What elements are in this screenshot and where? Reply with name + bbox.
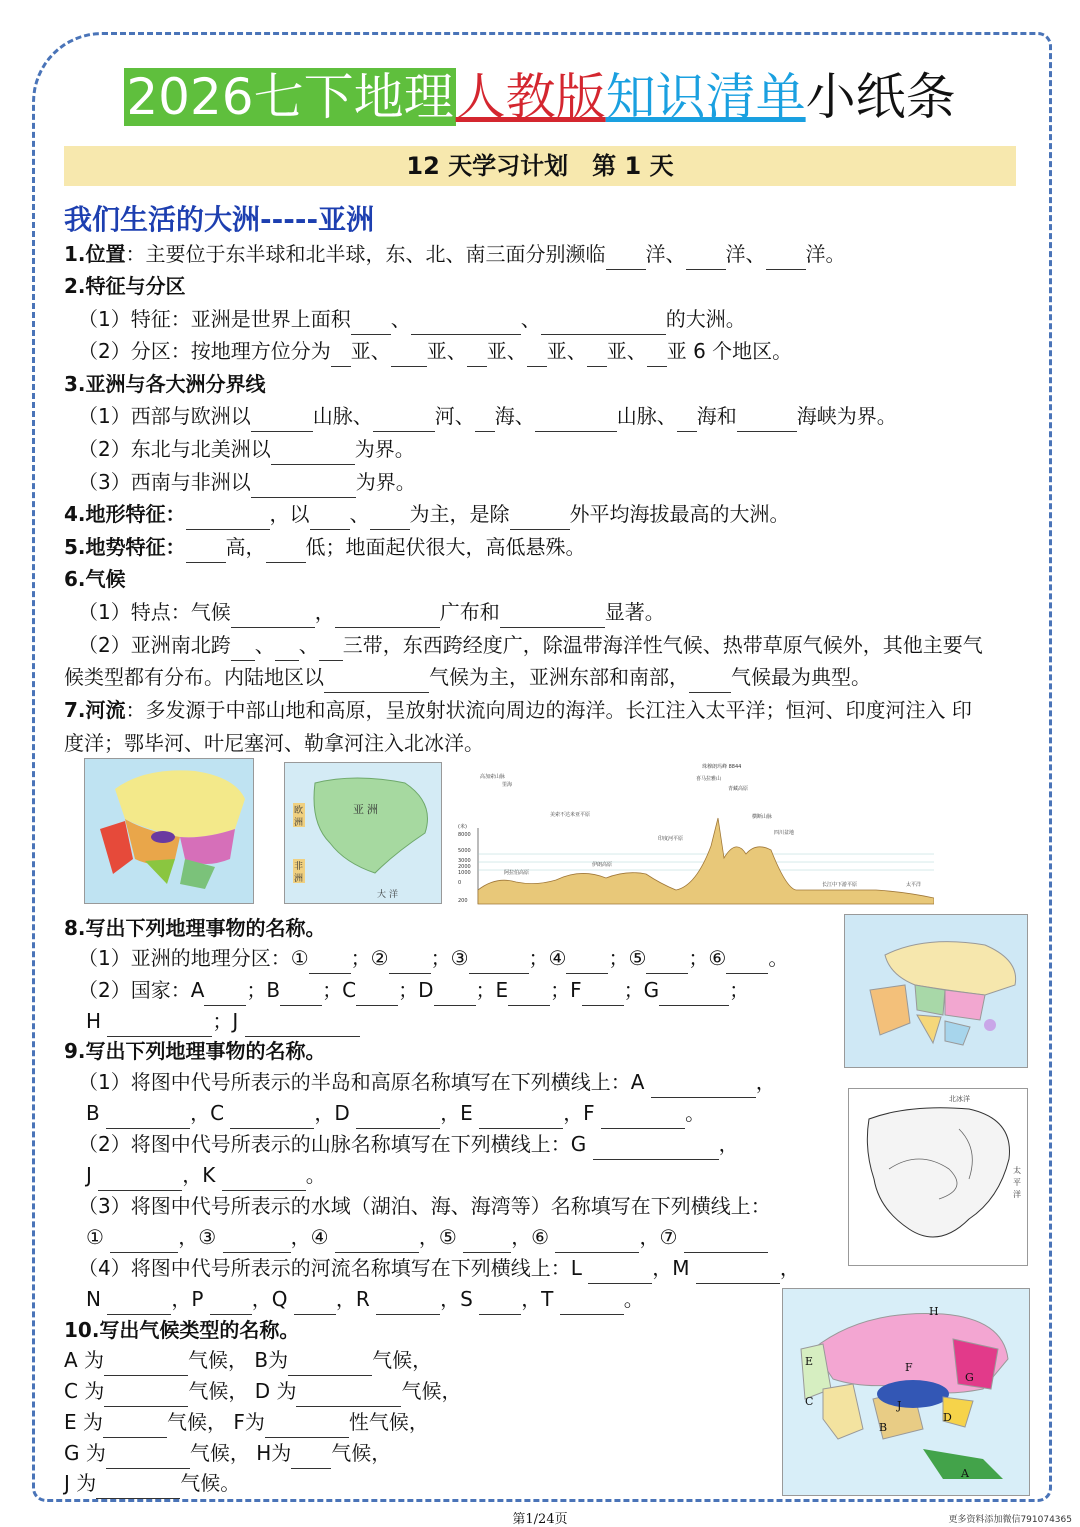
profile-ytick: 0	[458, 880, 462, 886]
blank[interactable]	[737, 409, 797, 432]
blank[interactable]	[296, 1384, 401, 1407]
q10-text: D 为	[254, 1379, 297, 1403]
title-part-3: 知识清单	[605, 68, 806, 126]
blank[interactable]	[204, 983, 246, 1006]
q8-text: H	[86, 1009, 102, 1033]
q4-label: 4.地形特征：	[64, 502, 186, 526]
q6-text: 气候最为典型。	[731, 665, 871, 689]
footer-note: 更多资料添加微信791074365	[948, 1515, 1072, 1525]
blank[interactable]	[479, 1106, 563, 1129]
blank[interactable]	[647, 344, 667, 367]
q8-line3	[86, 1005, 360, 1037]
blank[interactable]	[107, 1292, 171, 1315]
q4-text: 、	[349, 502, 370, 526]
map4-letter: H	[929, 1305, 939, 1318]
blank[interactable]	[370, 507, 410, 530]
q3-text: （1）西部与欧洲以	[78, 404, 251, 428]
page-number: 第1/24页	[512, 1512, 568, 1527]
asia-climate-map-graphic	[783, 1289, 1030, 1496]
q8-line2	[78, 974, 749, 1006]
q9-text: 。	[685, 1101, 706, 1125]
q1-label: 1.位置	[64, 242, 126, 266]
q6-line1	[78, 596, 665, 628]
q2-text: 亚 6 个地区。	[666, 339, 793, 363]
q8-text: （2）国家：A	[78, 978, 205, 1002]
blank[interactable]	[356, 1106, 440, 1129]
blank[interactable]	[251, 409, 313, 432]
title-part-4: 小纸条	[805, 68, 956, 126]
q10-text: E 为	[64, 1410, 103, 1434]
q1-text-b: 洋、	[725, 242, 766, 266]
blank[interactable]	[555, 1230, 639, 1253]
q3-text: （2）东北与北美洲以	[78, 437, 271, 461]
q10-text: J 为	[64, 1471, 97, 1495]
blank[interactable]	[245, 1014, 360, 1037]
q9-line7	[78, 1252, 800, 1284]
blank[interactable]	[689, 670, 731, 693]
q8-text: ；③	[430, 946, 469, 970]
blank[interactable]	[434, 983, 476, 1006]
profile-label: 喜马拉雅山	[696, 776, 722, 782]
asia-blank-map-graphic	[849, 1089, 1028, 1266]
profile-label: 太平洋	[906, 882, 922, 888]
map2-label: 洲	[294, 874, 304, 884]
q7-label: 7.河流	[64, 698, 126, 722]
q8-text: ；J	[212, 1009, 239, 1033]
blank[interactable]	[566, 951, 608, 974]
q8-text: ；F	[550, 978, 582, 1002]
q9-label: 9.写出下列地理事物的名称。	[64, 1039, 326, 1063]
q10-text: 气候。	[180, 1471, 241, 1495]
q10-text: 气候，	[401, 1379, 462, 1403]
blank[interactable]	[391, 344, 427, 367]
map4-letter: E	[805, 1355, 814, 1368]
q1-text: ：主要位于东半球和北半球，东、北、南三面分别濒临	[125, 242, 606, 266]
blank[interactable]	[469, 951, 529, 974]
q5-line	[64, 531, 586, 563]
title-part-2: 人教版	[455, 68, 606, 126]
q9-text: ，F	[563, 1101, 595, 1125]
blank[interactable]	[319, 638, 343, 661]
section-heading: 我们生活的大洲-----亚洲	[64, 203, 375, 236]
asia-terrain-profile	[456, 758, 934, 906]
q3-text: 为界。	[355, 470, 416, 494]
asia-blank-map	[848, 1088, 1028, 1266]
blank[interactable]	[288, 1353, 372, 1376]
q9-text: （1）将图中代号所表示的半岛和高原名称填写在下列横线上：A	[78, 1070, 645, 1094]
profile-label: 美索不达米亚平原	[550, 812, 591, 818]
blank[interactable]	[527, 344, 547, 367]
q9-text: （2）将图中代号所表示的山脉名称填写在下列横线上：G	[78, 1132, 587, 1156]
q3-text: 为界。	[354, 437, 415, 461]
profile-label: 四川盆地	[774, 830, 795, 836]
q9-text: ，D	[314, 1101, 350, 1125]
blank[interactable]	[510, 507, 570, 530]
blank[interactable]	[606, 247, 646, 270]
blank[interactable]	[251, 475, 356, 498]
q9-line4	[86, 1159, 326, 1191]
blank[interactable]	[500, 605, 605, 628]
map4-letter: G	[965, 1371, 974, 1384]
q8-text: ；E	[475, 978, 509, 1002]
profile-label: 横断山脉	[752, 814, 773, 820]
q10-text: A 为	[64, 1348, 105, 1372]
q10-text: G 为	[64, 1441, 106, 1465]
blank[interactable]	[335, 1230, 419, 1253]
profile-label: 长江中下游平原	[822, 882, 858, 888]
blank[interactable]	[508, 983, 550, 1006]
q8-text: ；D	[398, 978, 434, 1002]
q9-text: ①	[86, 1225, 104, 1249]
q3-line1	[78, 400, 897, 432]
q1-text-c: 洋。	[805, 242, 846, 266]
blank[interactable]	[106, 1446, 190, 1469]
blank[interactable]	[684, 1230, 768, 1253]
q10-text: 气候，	[188, 1348, 249, 1372]
blank[interactable]	[265, 1415, 349, 1438]
blank[interactable]	[186, 540, 226, 563]
q6-label: 6.气候	[64, 567, 126, 591]
blank[interactable]	[560, 1292, 624, 1315]
q10-text: F为	[233, 1410, 265, 1434]
blank[interactable]	[271, 442, 355, 465]
blank[interactable]	[659, 983, 729, 1006]
q6-text: 、	[254, 633, 275, 657]
profile-label: 珠穆朗玛峰 8844	[702, 764, 742, 770]
q6-text: （1）特点：气候	[78, 600, 231, 624]
asia-regions-map-graphic	[85, 759, 254, 904]
q2-text: （2）分区：按地理方位分为	[78, 339, 331, 363]
blank[interactable]	[280, 983, 322, 1006]
q9-text: J	[86, 1163, 92, 1187]
profile-ytick: 200	[458, 898, 468, 904]
map2-label: 洲	[367, 803, 378, 816]
q7-line2: 度洋；鄂毕河、叶尼塞河、勒拿河注入北冰洋。	[64, 731, 484, 755]
q2-text: 亚、	[486, 339, 527, 363]
map4-letter: D	[943, 1411, 952, 1424]
q9-text: ，K	[182, 1163, 216, 1187]
blank[interactable]	[587, 344, 607, 367]
q10-text: 气候，	[331, 1441, 392, 1465]
map2-label: 欧	[294, 806, 304, 816]
q9-text: ，Q	[251, 1287, 288, 1311]
profile-ytick: 1000	[458, 870, 471, 876]
profile-ytick: 3000	[458, 858, 471, 864]
map4-letter: B	[879, 1421, 888, 1434]
map4-letter: F	[905, 1361, 913, 1374]
blank[interactable]	[535, 409, 617, 432]
q8-text: ；G	[623, 978, 660, 1002]
q2-text: 的大洲。	[665, 307, 746, 331]
q9-text: ，P	[171, 1287, 204, 1311]
q4-text: 外平均海拔最高的大洲。	[569, 502, 790, 526]
q2-line2	[78, 335, 792, 367]
blank[interactable]	[646, 951, 688, 974]
q2-text: 、	[390, 307, 411, 331]
q9-text: 。	[623, 1287, 644, 1311]
blank[interactable]	[104, 1384, 188, 1407]
q8-text: ；⑤	[608, 946, 647, 970]
blank[interactable]	[294, 1292, 336, 1315]
q6-text: 候类型都有分布。内陆地区以	[64, 665, 324, 689]
q9-text: ，S	[440, 1287, 473, 1311]
blank[interactable]	[677, 409, 697, 432]
q6-line2	[78, 629, 983, 661]
map4-letter: A	[961, 1467, 969, 1480]
q9-text: 。	[305, 1163, 326, 1187]
q3-text: 河、	[434, 404, 475, 428]
asia-countries-map-graphic	[845, 915, 1028, 1068]
q3-line2	[78, 433, 415, 465]
q9-text: ，R	[335, 1287, 370, 1311]
q10-line2	[64, 1375, 461, 1407]
blank[interactable]	[231, 605, 315, 628]
q6-text: ，	[314, 600, 335, 624]
map3-label: 平	[1013, 1178, 1021, 1187]
blank[interactable]	[588, 1261, 652, 1284]
blank[interactable]	[210, 1292, 252, 1315]
q3-line3	[78, 466, 416, 498]
q9-text: ，③	[178, 1225, 217, 1249]
blank[interactable]	[651, 1075, 756, 1098]
q5-text: 高，	[225, 535, 266, 559]
blank[interactable]	[582, 983, 624, 1006]
blank[interactable]	[223, 1230, 291, 1253]
blank[interactable]	[266, 540, 306, 563]
q9-text: ，④	[290, 1225, 329, 1249]
q2-text: （1）特征：亚洲是世界上面积	[78, 307, 351, 331]
map2-label: 洲	[294, 818, 304, 828]
q8-text: ；④	[528, 946, 567, 970]
blank[interactable]	[766, 247, 806, 270]
blank[interactable]	[373, 409, 435, 432]
map2-label: 大	[377, 890, 387, 900]
q10-line1	[64, 1344, 432, 1376]
blank[interactable]	[696, 1261, 780, 1284]
q9-text: ，E	[440, 1101, 473, 1125]
blank[interactable]	[686, 247, 726, 270]
profile-label: 伊朗高原	[592, 862, 613, 868]
q4-text: 为主，是除	[409, 502, 510, 526]
q2-text: 亚、	[350, 339, 391, 363]
q9-text: ，C	[190, 1101, 225, 1125]
map2-label: 洋	[389, 890, 399, 900]
blank[interactable]	[479, 1292, 521, 1315]
q9-line6	[86, 1221, 768, 1253]
map2-label: 亚	[353, 803, 364, 816]
blank[interactable]	[324, 670, 429, 693]
profile-ytick: 2000	[458, 864, 471, 870]
blank[interactable]	[110, 1230, 178, 1253]
q9-text: ，T	[521, 1287, 554, 1311]
q10-text: B为	[254, 1348, 289, 1372]
q9-line1	[78, 1066, 776, 1098]
q10-text: 气候，	[189, 1441, 250, 1465]
q9-line3	[78, 1128, 739, 1160]
q9-text: N	[86, 1287, 101, 1311]
blank[interactable]	[230, 1106, 314, 1129]
map4-letter: J	[897, 1399, 902, 1412]
q6-text: 显著。	[604, 600, 665, 624]
q3-text: （3）西南与非洲以	[78, 470, 251, 494]
q6-text: 广布和	[439, 600, 500, 624]
profile-ytick: 5000	[458, 848, 471, 854]
q3-text: 海峡为界。	[796, 404, 897, 428]
q7-line1	[64, 694, 972, 726]
q9-text: ，⑥	[511, 1225, 550, 1249]
page-title	[0, 62, 1080, 132]
q2-line1	[78, 303, 746, 335]
q10-line4	[64, 1437, 391, 1469]
profile-label: 印度河平原	[658, 836, 684, 842]
q3-text: 山脉、	[616, 404, 677, 428]
q9-text: ，⑤	[418, 1225, 457, 1249]
profile-label: 里海	[502, 782, 513, 788]
blank[interactable]	[601, 1106, 685, 1129]
blank[interactable]	[541, 312, 666, 335]
q3-text: 海和	[696, 404, 737, 428]
q9-text: ，	[755, 1070, 776, 1094]
blank[interactable]	[186, 507, 270, 530]
q6-text: 三带，东西跨经度广，除温带海洋性气候、热带草原气候外，其他主要气	[342, 633, 983, 657]
blank[interactable]	[335, 605, 440, 628]
q10-text: 性气候，	[348, 1410, 429, 1434]
asia-outline-map	[284, 762, 442, 904]
blank[interactable]	[231, 638, 255, 661]
blank[interactable]	[98, 1168, 182, 1191]
blank[interactable]	[222, 1168, 306, 1191]
blank[interactable]	[331, 344, 351, 367]
blank[interactable]	[726, 951, 768, 974]
asia-outline-map-graphic	[285, 763, 442, 904]
q6-text: （2）亚洲南北跨	[78, 633, 231, 657]
q9-text: B	[86, 1101, 100, 1125]
q1-text-a: 洋、	[645, 242, 686, 266]
map3-label: 洋	[1013, 1190, 1021, 1199]
q2-text: 亚、	[546, 339, 587, 363]
blank[interactable]	[467, 344, 487, 367]
blank[interactable]	[475, 409, 495, 432]
q9-line8	[86, 1283, 644, 1315]
study-plan-banner: 12 天学习计划 第 1 天	[64, 146, 1016, 186]
q9-text: ，	[779, 1256, 800, 1280]
q9-text: ，M	[652, 1256, 690, 1280]
profile-ytick: (米)	[458, 824, 467, 830]
q2-text: 、	[520, 307, 541, 331]
blank[interactable]	[351, 312, 391, 335]
q10-text: 气候，	[167, 1410, 227, 1434]
map4-letter: C	[805, 1395, 814, 1408]
blank[interactable]	[411, 312, 521, 335]
q3-label: 3.亚洲与各大洲分界线	[64, 372, 266, 396]
q8-text: ；⑥	[688, 946, 727, 970]
blank[interactable]	[309, 951, 351, 974]
q8-text: （1）亚洲的地理分区：①	[78, 946, 309, 970]
q4-line	[64, 498, 790, 530]
q9-text: ，	[718, 1132, 739, 1156]
q10-text: H为	[256, 1441, 292, 1465]
blank[interactable]	[275, 638, 299, 661]
q9-text: ，⑦	[639, 1225, 678, 1249]
asia-countries-map	[844, 914, 1028, 1068]
blank[interactable]	[106, 1106, 190, 1129]
q3-text: 山脉、	[312, 404, 373, 428]
q2-label: 2.特征与分区	[64, 274, 186, 298]
q2-text: 亚、	[606, 339, 647, 363]
q5-text: 低；地面起伏很大，高低悬殊。	[305, 535, 586, 559]
q5-label: 5.地势特征：	[64, 535, 186, 559]
q10-text: 气候，	[372, 1348, 433, 1372]
q10-text: 气候，	[188, 1379, 249, 1403]
q4-text: ，以	[269, 502, 310, 526]
blank[interactable]	[310, 507, 350, 530]
title-part-1: 2026七下地理	[126, 68, 454, 126]
q10-text: C 为	[64, 1379, 105, 1403]
q6-text: 、	[298, 633, 319, 657]
q1-line	[64, 238, 846, 270]
asia-regions-map	[84, 758, 254, 904]
q8-text: 。	[768, 946, 789, 970]
blank[interactable]	[103, 1415, 167, 1438]
q8-text: ；②	[350, 946, 389, 970]
q10-label: 10.写出气候类型的名称。	[64, 1318, 300, 1342]
q8-label: 8.写出下列地理事物的名称。	[64, 916, 326, 940]
q6-line3	[64, 661, 871, 693]
terrain-profile-graphic	[456, 758, 934, 906]
profile-ytick: 8000	[458, 832, 471, 838]
blank[interactable]	[356, 983, 398, 1006]
q9-line5: （3）将图中代号所表示的水域（湖泊、海、海湾等）名称填写在下列横线上：	[78, 1194, 771, 1218]
blank[interactable]	[291, 1446, 331, 1469]
blank[interactable]	[389, 951, 431, 974]
asia-climate-map	[782, 1288, 1030, 1496]
blank[interactable]	[96, 1476, 180, 1499]
profile-label: 青藏高原	[728, 786, 749, 792]
blank[interactable]	[104, 1353, 188, 1376]
profile-label: 高加索山脉	[480, 774, 506, 780]
blank[interactable]	[463, 1230, 511, 1253]
q8-text: ；	[729, 978, 750, 1002]
blank[interactable]	[107, 1014, 212, 1037]
blank[interactable]	[376, 1292, 440, 1315]
q3-text: 海、	[494, 404, 535, 428]
q9-text: （4）将图中代号所表示的河流名称填写在下列横线上：L	[78, 1256, 582, 1280]
map3-label: 太	[1013, 1166, 1021, 1175]
q8-line1	[78, 942, 788, 974]
blank[interactable]	[593, 1137, 719, 1160]
map3-label: 北冰洋	[949, 1095, 970, 1103]
q10-line5	[64, 1467, 240, 1499]
q9-line2	[86, 1097, 705, 1129]
q10-line3	[64, 1406, 429, 1438]
q8-text: ；B	[246, 978, 281, 1002]
q2-text: 亚、	[426, 339, 467, 363]
q8-text: ；C	[322, 978, 357, 1002]
q6-text: 气候为主，亚洲东部和南部，	[429, 665, 689, 689]
map2-label: 非	[294, 862, 304, 872]
q7-text: ：多发源于中部山地和高原，呈放射状流向周边的海洋。长江注入太平洋；恒河、印度河注入 印	[125, 698, 972, 722]
profile-label: 阿拉伯高原	[504, 870, 530, 876]
